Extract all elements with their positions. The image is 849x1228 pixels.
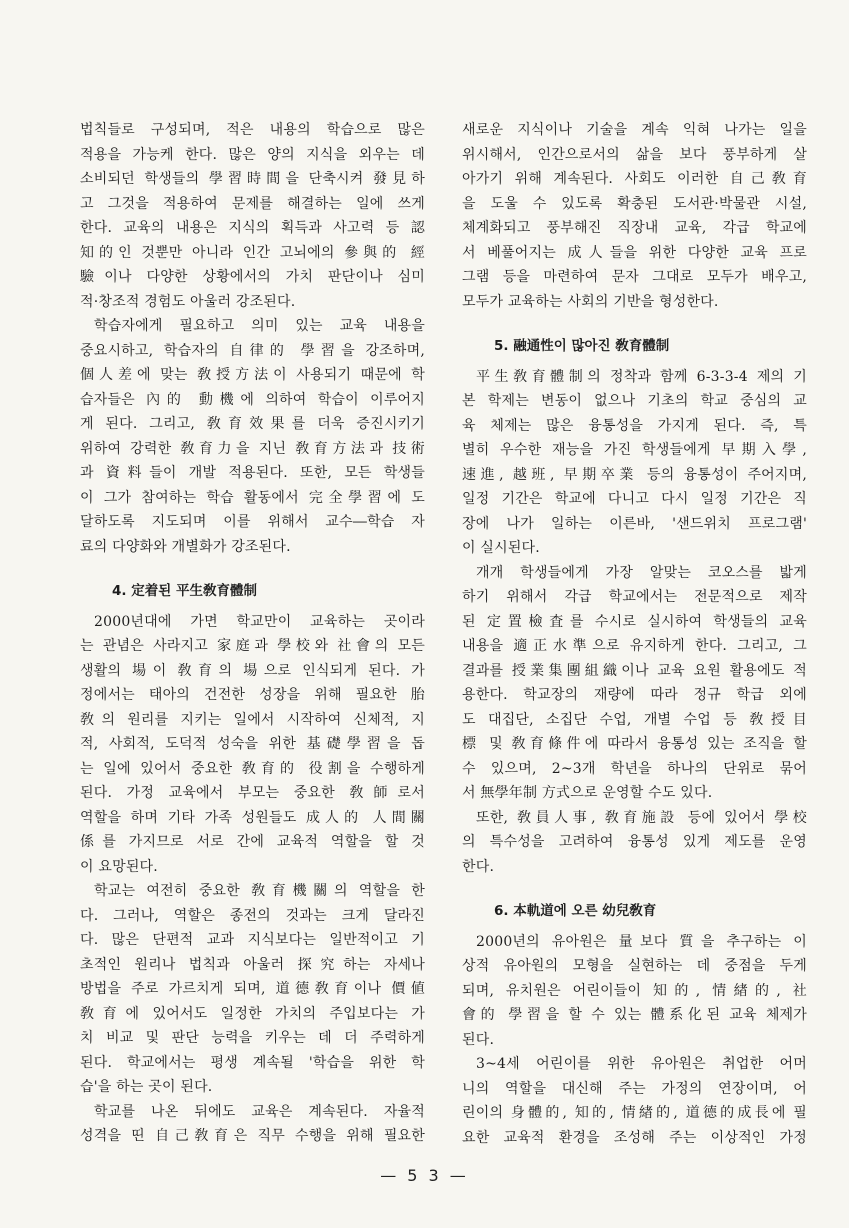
paragraph xyxy=(80,879,425,1100)
text-line: 소비되던 학생들의 學習時間을 단축시켜 發見하 xyxy=(80,171,425,187)
text-line: 敎育에 있어서도 일정한 가치의 주입보다는 가 xyxy=(80,1005,425,1022)
text-line: 개개 학생들에게 가장 알맞는 코오스를 밟게 xyxy=(476,564,807,581)
text-line: 체계화되고 풍부해진 직장내 교육, 각급 학교에 xyxy=(462,220,807,236)
text-line: 적용을 가능케 한다. 많은 양의 지식을 외우는 데 xyxy=(80,146,425,163)
text-line: 된다. 학교에서는 평생 계속될 '학습을 위한 학 xyxy=(80,1054,425,1071)
text-line: 일정 기간은 학교에 다니고 다시 일정 기간은 직 xyxy=(462,491,807,507)
text-line: 는 관념은 사라지고 家庭과 學校와 社會의 모든 xyxy=(80,638,425,654)
text-line: 다. 많은 단편적 교과 지식보다는 일반적이고 기 xyxy=(80,932,425,948)
left-column xyxy=(80,118,425,1149)
text-line: 한다. 교육의 내용은 지식의 획득과 사고력 등 認 xyxy=(80,220,425,236)
text-line: 係를 가지므로 서로 간에 교육적 역할을 할 것 xyxy=(80,834,425,850)
text-line: 니의 역할을 대신해 주는 가정의 연장이며, 어 xyxy=(462,1080,807,1097)
text-line: 용한다. 학교장의 재량에 따라 정규 학급 외에 xyxy=(462,687,807,703)
right-column xyxy=(462,118,807,1150)
text-line: 個人差에 맞는 敎授方法이 사용되기 때문에 학 xyxy=(80,367,425,383)
text-line: 적, 사회적, 도덕적 성숙을 위한 基礎學習을 돕 xyxy=(80,736,425,752)
text-line: 標 및 敎育條件에 따라서 융통성 있는 조직을 할 xyxy=(462,736,807,752)
text-line: 서 베풀어지는 成人들을 위한 다양한 교육 프로 xyxy=(462,244,807,261)
text-line: 도 대집단, 소집단 수업, 개별 수업 등 敎授目 xyxy=(462,711,807,728)
text-line: 습'을 하는 곳이 된다. xyxy=(80,1079,213,1095)
text-line: 된다. xyxy=(462,1031,495,1048)
text-line: 의 특수성을 고려하여 융통성 있게 제도를 운영 xyxy=(462,834,807,850)
text-line: 速進, 越班, 早期卒業 등의 융통성이 주어지며, xyxy=(462,466,807,483)
text-line: 본 학제는 변동이 없으나 기초의 학교 중심의 교 xyxy=(462,393,807,409)
paragraph xyxy=(462,806,807,880)
text-line: 역할을 하며 기타 가족 성원들도 成人的 人間關 xyxy=(80,809,425,826)
text-line: 된 定置檢査를 수시로 실시하여 학생들의 교육 xyxy=(462,613,807,630)
paragraph xyxy=(80,118,425,314)
paragraph xyxy=(80,1100,425,1149)
text-line: 법칙들로 구성되며, 적은 내용의 학습으로 많은 xyxy=(80,122,425,138)
text-line: 린이의 身體的, 知的, 情緖的, 道德的成長에 필 xyxy=(462,1105,807,1121)
text-line: 서 無學年制 方式으로 운영할 수도 있다. xyxy=(462,785,713,801)
text-line: 모두가 교육하는 사회의 기반을 형성한다. xyxy=(462,293,719,310)
text-line: 을 도울 수 있도록 확충된 도서관·박물관 시설, xyxy=(462,195,807,212)
text-line: 수 있으며, 2~3개 학년을 하나의 단위로 묶어 xyxy=(462,760,807,777)
text-line: 학교는 여전히 중요한 敎育機關의 역할을 한 xyxy=(94,883,425,899)
text-line: 하기 위해서 각급 학교에서는 전문적으로 제작 xyxy=(462,589,807,605)
text-line: 知的인 것뿐만 아니라 인간 고뇌에의 參與的 經 xyxy=(80,244,425,261)
text-line: 고 그것을 적용하여 문제를 해결하는 일에 쓰게 xyxy=(80,195,425,212)
text-line: 그램 등을 마련하여 문자 그대로 모두가 배우고, xyxy=(462,269,807,285)
text-line: 平生敎育體制의 정착과 함께 6-3-3-4 제의 기 xyxy=(476,368,807,385)
text-line: 적·창조적 경험도 아울러 강조된다. xyxy=(80,293,296,310)
text-line: 아가기 위해 계속된다. 사회도 이러한 自己敎育 xyxy=(462,171,807,187)
text-line: 성격을 띤 自己敎育은 직무 수행을 위해 필요한 xyxy=(80,1128,425,1144)
text-line: 會的 學習을 할 수 있는 體系化된 교육 체제가 xyxy=(462,1007,807,1023)
text-line: 위하여 강력한 敎育力을 지닌 敎育方法과 技術 xyxy=(80,440,425,457)
text-line: 과 資料들이 개발 적용된다. 또한, 모든 학생들 xyxy=(80,465,425,481)
section-heading-4: 4. 定着된 平生敎育體制 xyxy=(112,583,257,599)
text-line: 2000년대에 가면 학교만이 교육하는 곳이라 xyxy=(94,613,425,630)
text-line: 이 그가 참여하는 학습 활동에서 完全學習에 도 xyxy=(80,489,425,506)
text-line: 초적인 원리나 법칙과 아울러 探究하는 자세나 xyxy=(80,956,425,973)
paragraph xyxy=(462,561,807,806)
text-line: 한다. xyxy=(462,858,495,875)
text-line: 료의 다양화와 개별화가 강조된다. xyxy=(80,538,291,555)
text-line: 된다. 가정 교육에서 부모는 중요한 敎師로서 xyxy=(80,785,425,801)
page-number: — 5 3 — xyxy=(380,1166,469,1185)
text-line: 생활의 場이 敎育의 場으로 인식되게 된다. 가 xyxy=(80,662,425,679)
text-line: 驗이나 다양한 상황에서의 가치 판단이나 심미 xyxy=(80,269,425,285)
text-line: 게 된다. 그리고, 敎育效果를 더욱 증진시키기 xyxy=(80,416,425,432)
text-line: 정에서는 태아의 건전한 성장을 위해 필요한 胎 xyxy=(80,687,425,703)
paragraph xyxy=(462,1052,807,1150)
text-line: 별히 우수한 재능을 가진 학생들에게 早期入學, xyxy=(462,442,807,458)
section-heading-5: 5. 融通性이 많아진 敎育體制 xyxy=(494,338,670,354)
text-line: 되며, 유치원은 어린이들이 知的, 情緖的, 社 xyxy=(462,982,807,999)
text-line: 또한, 敎員人事, 敎育施設 등에 있어서 學校 xyxy=(476,809,807,826)
text-line: 내용을 適正水準으로 유지하게 한다. 그리고, 그 xyxy=(462,638,807,654)
paragraph xyxy=(80,314,425,559)
text-line: 새로운 지식이나 기술을 계속 익혀 나가는 일을 xyxy=(462,122,807,138)
text-line: 학교를 나온 뒤에도 교육은 계속된다. 자율적 xyxy=(94,1103,425,1120)
text-line: 2000년의 유아원은 量보다 質을 추구하는 이 xyxy=(476,933,807,950)
text-line: 중요시하고, 학습자의 自律的 學習을 강조하며, xyxy=(80,342,425,359)
text-line: 敎의 원리를 지키는 일에서 시작하여 신체적, 지 xyxy=(80,711,425,728)
text-line: 달하도록 지도되며 이를 위해서 교수―학습 자 xyxy=(80,514,425,530)
text-line: 습자들은 內的 動機에 의하여 학습이 이루어지 xyxy=(80,391,425,408)
text-line: 장에 나가 일하는 이른바, '샌드위치 프로그램' xyxy=(462,515,807,532)
text-line: 다. 그러나, 역할은 종전의 것과는 크게 달라진 xyxy=(80,907,425,924)
text-line: 학습자에게 필요하고 의미 있는 교육 내용을 xyxy=(94,318,425,334)
text-line: 요한 교육적 환경을 조성해 주는 이상적인 가정 xyxy=(462,1129,807,1146)
section-heading-6: 6. 本軌道에 오른 幼兒敎育 xyxy=(494,903,657,919)
paragraph xyxy=(462,365,807,561)
paragraph xyxy=(80,610,425,880)
paragraph xyxy=(462,930,807,1053)
text-line: 방법을 주로 가르치게 되며, 道德敎育이나 價値 xyxy=(80,981,425,997)
text-line: 치 비교 및 판단 능력을 키우는 데 더 주력하게 xyxy=(80,1030,425,1046)
text-line: 는 일에 있어서 중요한 敎育的 役割을 수행하게 xyxy=(80,760,425,777)
text-line: 이 요망된다. xyxy=(80,858,158,875)
text-line: 상적 유아원의 모형을 실현하는 데 중점을 두게 xyxy=(462,958,807,974)
text-line: 결과를 授業集團組織이나 교육 요원 활용에도 적 xyxy=(462,662,807,679)
text-line: 3~4세 어린이를 위한 유아원은 취업한 어머 xyxy=(476,1056,807,1072)
text-line: 육 체제는 많은 융통성을 가지게 된다. 즉, 특 xyxy=(462,417,807,434)
paragraph xyxy=(462,118,807,314)
text-line: 이 실시된다. xyxy=(462,540,540,556)
text-line: 위시해서, 인간으로서의 삶을 보다 풍부하게 살 xyxy=(462,146,807,163)
